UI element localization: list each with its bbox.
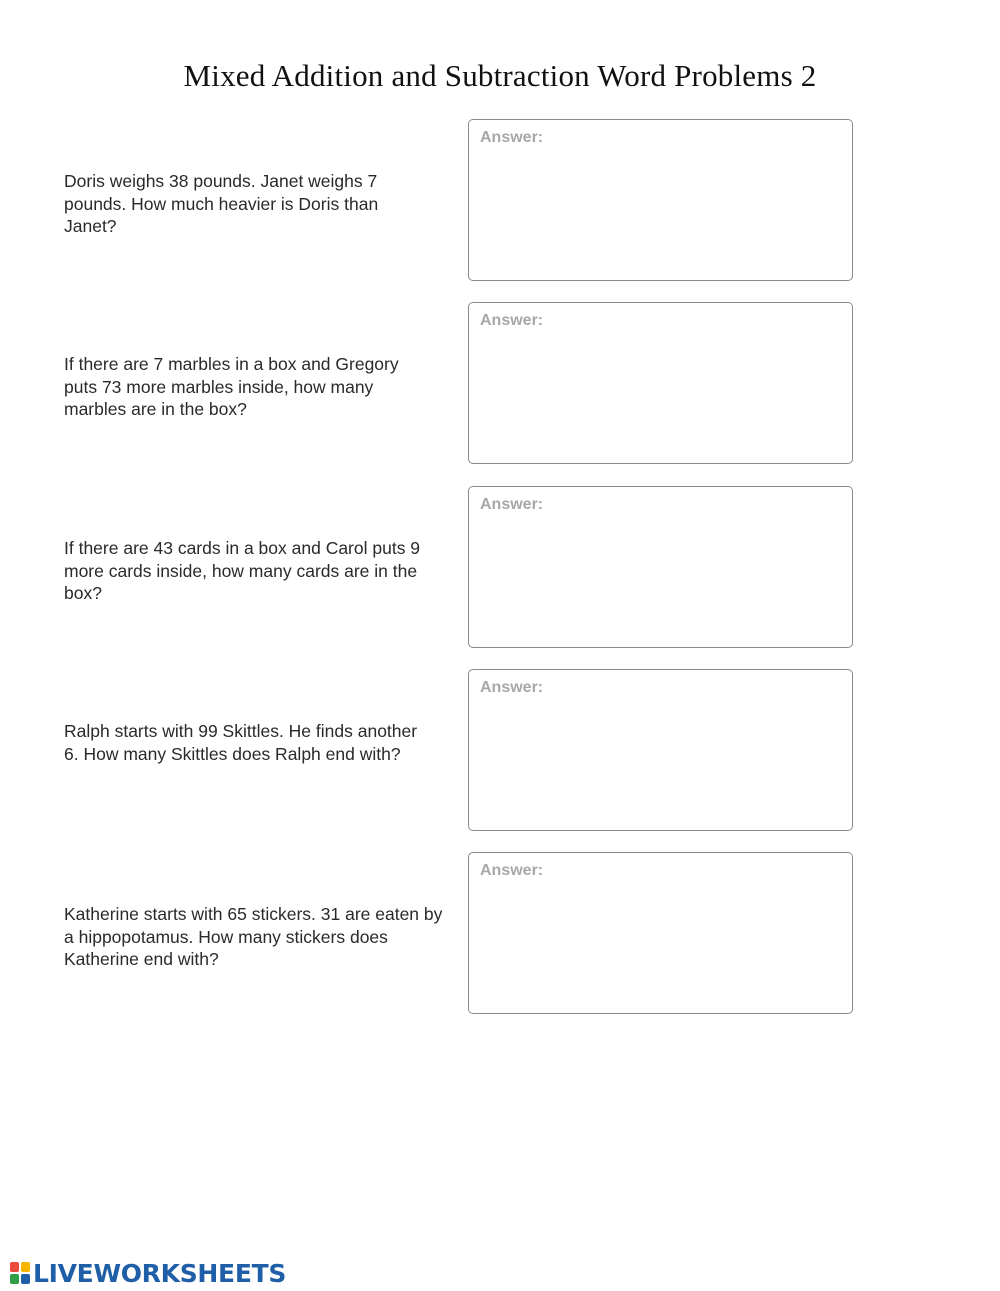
footer-logo[interactable]	[10, 1258, 286, 1288]
answer-input[interactable]	[479, 521, 842, 637]
answer-label: Answer:	[480, 496, 544, 513]
problem-4	[0, 669, 1000, 835]
answer-input[interactable]	[479, 154, 842, 270]
liveworksheets-logo-icon	[10, 1262, 30, 1284]
answer-label: Answer:	[480, 862, 544, 879]
brand-name: LIVEWORKSHEETS	[33, 1258, 287, 1288]
answer-input[interactable]	[479, 887, 842, 1003]
logo-square-green	[10, 1274, 19, 1284]
question-text: Katherine starts with 65 stickers. 31 are eaten by a hippopotamus. How many stickers does Katherine end with?	[64, 904, 443, 969]
answer-box[interactable]	[468, 486, 853, 648]
answer-label: Answer:	[480, 679, 544, 696]
page-title: Mixed Addition and Subtraction Word Problems 2	[183, 58, 817, 93]
question-text: If there are 43 cards in a box and Carol puts 9 more cards inside, how many cards are in the box?	[64, 538, 421, 603]
logo-square-blue	[21, 1274, 30, 1284]
answer-box[interactable]	[468, 302, 853, 464]
answer-label: Answer:	[480, 312, 544, 329]
answer-box[interactable]	[468, 669, 853, 831]
logo-square-yellow	[21, 1262, 30, 1272]
answer-input[interactable]	[479, 704, 842, 820]
answer-box[interactable]	[468, 119, 853, 281]
answer-input[interactable]	[479, 337, 842, 453]
problem-1	[0, 119, 1000, 285]
question-text: Doris weighs 38 pounds. Janet weighs 7 pounds. How much heavier is Doris than Janet?	[64, 171, 379, 236]
problem-5	[0, 852, 1000, 1018]
answer-box[interactable]	[468, 852, 853, 1014]
problem-3	[0, 486, 1000, 652]
logo-square-red	[10, 1262, 19, 1272]
answer-label: Answer:	[480, 129, 544, 146]
question-text: Ralph starts with 99 Skittles. He finds another 6. How many Skittles does Ralph end with?	[64, 721, 418, 764]
question-text: If there are 7 marbles in a box and Gregory puts 73 more marbles inside, how many marbles are in the box?	[64, 354, 399, 419]
problem-2	[0, 302, 1000, 468]
